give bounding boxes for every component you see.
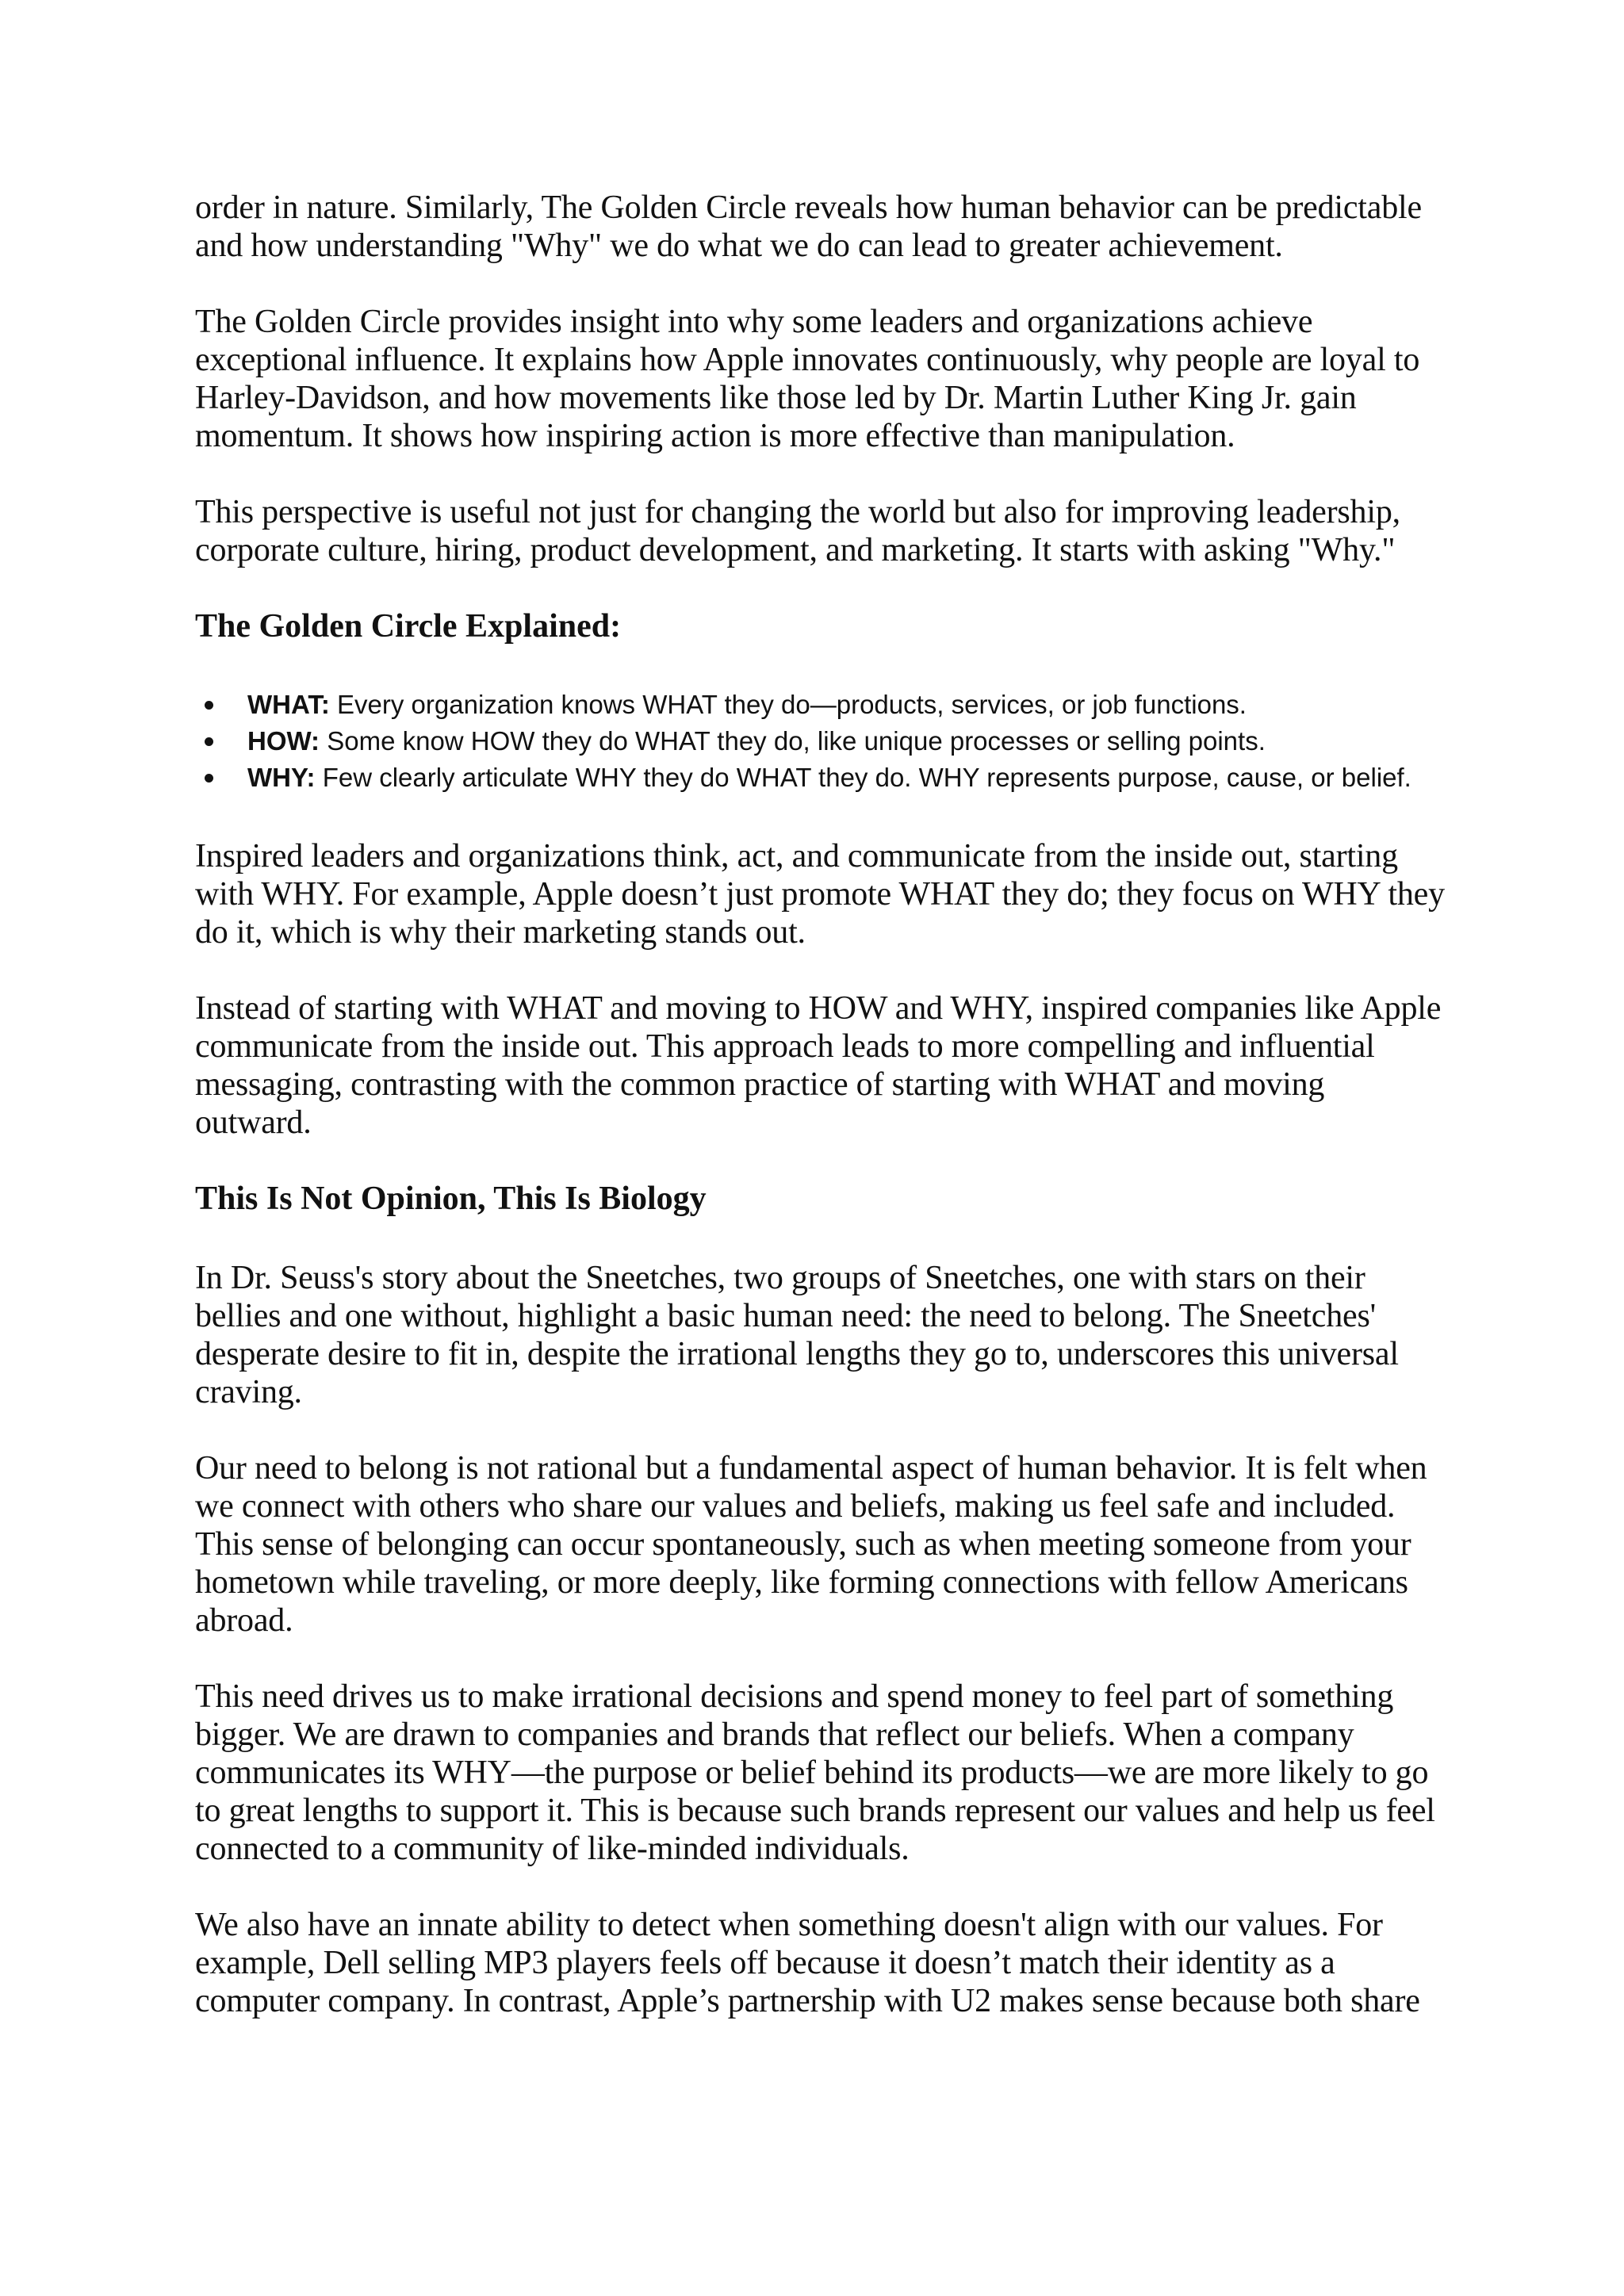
- list-item-why: [247, 760, 1448, 796]
- bullet-icon: [205, 774, 213, 783]
- bullet-icon: [205, 701, 213, 710]
- paragraph-golden-circle-insight: The Golden Circle provides insight into why some leaders and organizations achieve exceptional influence. It explains how Apple innovates continuously, why people are loyal to Harley-Davidson, and how movements like those led by Dr. Martin Luther King Jr. gain momentum. It shows how inspiring action is more effective than manipulation.: [195, 304, 1420, 454]
- paragraph-golden-circle-intro: order in nature. Similarly, The Golden Circle reveals how human behavior can be predictable and how understanding "Why" we do what we do can lead to greater achievement.: [195, 189, 1422, 264]
- paragraph-perspective: This perspective is useful not just for changing the world but also for improving leadership, corporate culture, hiring, product development, and marketing. It starts with asking "Why.": [195, 494, 1400, 568]
- list-item-text: Few clearly articulate WHY they do WHAT they do. WHY represents purpose, cause, or belief.: [315, 763, 1411, 792]
- list-item-term: HOW:: [247, 726, 320, 756]
- list-item-text: Some know HOW they do WHAT they do, like unique processes or selling points.: [320, 726, 1266, 756]
- paragraph-irrational-decisions: This need drives us to make irrational decisions and spend money to feel part of something bigger. We are drawn to companies and brands that reflect our beliefs. When a company communicates its WHY—the purpose or belief behind its products—we are more likely to go to great lengths to support it. This is because such brands represent our values and help us feel connected to a community of like-minded individuals.: [195, 1678, 1435, 1867]
- paragraph-instead-of-what: Instead of starting with WHAT and moving to HOW and WHY, inspired companies like Apple communicate from the inside out. This approach leads to more compelling and influential messaging, contrasting with the common practice of starting with WHAT and moving outward.: [195, 990, 1442, 1141]
- list-item-term: WHAT:: [247, 690, 330, 719]
- list-item-text: Every organization knows WHAT they do—products, services, or job functions.: [329, 690, 1247, 719]
- golden-circle-list: [195, 687, 1448, 796]
- paragraph-inside-out: Inspired leaders and organizations think, act, and communicate from the inside out, starting with WHY. For example, Apple doesn’t just promote WHAT they do; they focus on WHY they do it, which is why their marketing stands out.: [195, 838, 1445, 951]
- paragraph-sneetches: In Dr. Seuss's story about the Sneetches, two groups of Sneetches, one with stars on their bellies and one without, highlight a basic human need: the need to belong. The Sneetches' desperate desire to fit in, despite the irrational lengths they go to, underscores this universal craving.: [195, 1260, 1399, 1410]
- list-item-what: [247, 687, 1448, 723]
- bullet-icon: [205, 737, 213, 746]
- paragraph-innate-ability: We also have an innate ability to detect when something doesn't align with our values. For example, Dell selling MP3 players feels off because it doesn’t match their identity as a computer company. In contrast, Apple’s partnership with U2 makes sense because both share: [195, 1907, 1420, 2019]
- section-heading-biology: This Is Not Opinion, This Is Biology: [195, 1181, 707, 1217]
- list-item-term: WHY:: [247, 763, 316, 792]
- list-item-how: [247, 723, 1448, 760]
- section-heading-golden-circle: The Golden Circle Explained:: [195, 608, 622, 645]
- paragraph-need-to-belong: Our need to belong is not rational but a fundamental aspect of human behavior. It is felt when we connect with others who share our values and beliefs, making us feel safe and included. This sense of belonging can occur spontaneously, such as when meeting someone from your hometown while traveling, or more deeply, like forming connections with fellow Americans abroad.: [195, 1450, 1427, 1639]
- page-content: [195, 189, 1448, 2058]
